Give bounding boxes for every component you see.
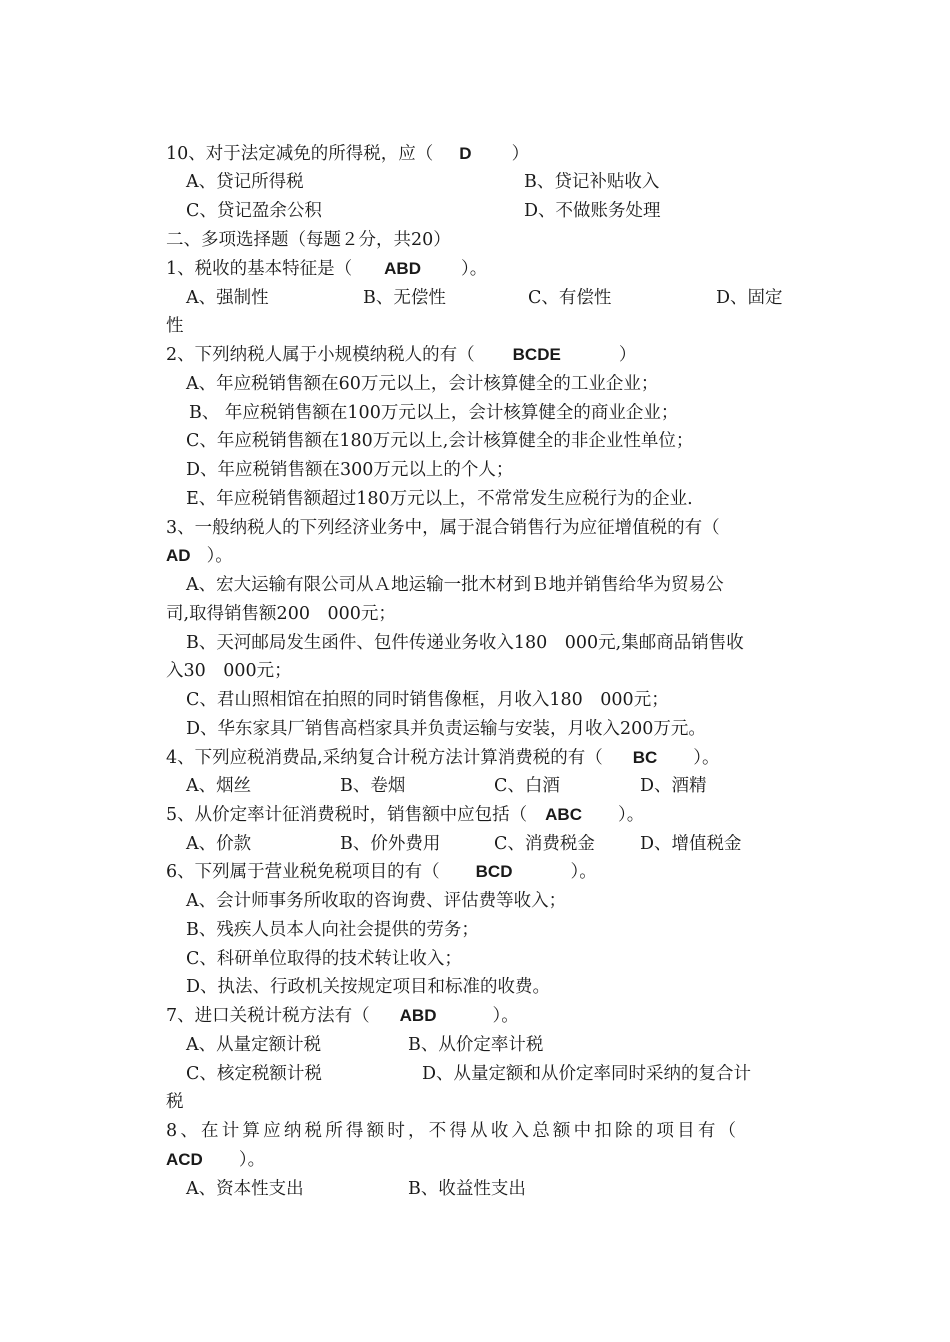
option: A、资本性支出 — [186, 1179, 304, 1199]
answer: ABC — [545, 805, 582, 824]
question-close: ）。 — [460, 259, 488, 279]
wrap-text: 性 — [166, 316, 184, 336]
option: C、年应税销售额在180万元以上,会计核算健全的非企业性单位； — [186, 431, 694, 451]
question-3-stem: 3、一般纳税人的下列经济业务中，属于混合销售行为应征增值税的有（ — [166, 518, 720, 538]
option: B、收益性支出 — [408, 1179, 526, 1199]
option: D、年应税销售额在300万元以上的个人； — [186, 460, 514, 480]
option: B、无偿性 — [363, 288, 446, 308]
question-stem: 5、从价定率计征消费税时，销售额中应包括（ — [166, 805, 528, 825]
question-8-stem: 8、在计算应纳税所得额时，不得从收入总额中扣除的项目有（ — [166, 1121, 740, 1141]
answer: BCD — [475, 862, 513, 881]
question-1 — [166, 255, 487, 283]
option: C、有偿性 — [528, 288, 612, 308]
question-7 — [166, 1002, 519, 1030]
option: A、年应税销售额在60万元以上，会计核算健全的工业企业； — [186, 374, 659, 394]
option: B、从价定率计税 — [408, 1035, 544, 1055]
option: D、固定 — [716, 288, 783, 308]
option: C、白酒 — [494, 776, 560, 796]
answer: BCDE — [512, 345, 561, 364]
question-stem: 7、进口关税计税方法有（ — [166, 1006, 370, 1026]
option-line: A、宏大运输有限公司从Ａ地运输一批木材到Ｂ地并销售给华为贸易公 — [186, 575, 724, 595]
option: B、 年应税销售额在100万元以上，会计核算健全的商业企业； — [189, 403, 679, 423]
question-stem: 2、下列纳税人属于小规模纳税人的有（ — [166, 345, 475, 365]
question-6 — [166, 858, 597, 886]
question-close: ）。 — [570, 862, 597, 882]
option-line: C、君山照相馆在拍照的同时销售像框，月收入180 000元； — [186, 690, 669, 710]
question-stem: 6、下列属于营业税免税项目的有（ — [166, 862, 440, 882]
option: D、增值税金 — [640, 834, 742, 854]
question-close: ）。 — [492, 1006, 519, 1026]
question-8-answer-line — [166, 1146, 265, 1174]
option: A、价款 — [186, 834, 252, 854]
option: C、核定税额计税 — [186, 1064, 322, 1084]
question-5 — [166, 801, 644, 829]
answer: ACD — [166, 1150, 203, 1169]
answer: ABD — [399, 1006, 437, 1025]
question-close: ） — [511, 144, 530, 164]
question-close: ）。 — [617, 805, 645, 825]
section-title: 二、多项选择题（每题２分，共20） — [166, 230, 451, 250]
option: D、不做账务处理 — [524, 201, 661, 221]
question-close: ）。 — [693, 748, 720, 768]
option: C、消费税金 — [494, 834, 595, 854]
option: A、会计师事务所收取的咨询费、评估费等收入； — [186, 891, 567, 911]
option-line: D、华东家具厂销售高档家具并负责运输与安装，月收入200万元。 — [186, 719, 706, 739]
option: A、烟丝 — [186, 776, 252, 796]
option-line: 入30 000元； — [166, 661, 292, 681]
question-4 — [166, 744, 720, 772]
option: B、卷烟 — [340, 776, 406, 796]
option: A、强制性 — [186, 288, 269, 308]
question-10 — [166, 140, 529, 168]
option: D、酒精 — [640, 776, 707, 796]
question-stem: 1、税收的基本特征是（ — [166, 259, 353, 279]
option-line: 司,取得销售额200 000元； — [166, 604, 396, 624]
question-close: ）。 — [238, 1150, 266, 1170]
option: B、残疾人员本人向社会提供的劳务； — [186, 920, 479, 940]
option: D、执法、行政机关按规定项目和标准的收费。 — [186, 977, 551, 997]
option: D、从量定额和从价定率同时采纳的复合计 — [422, 1064, 752, 1084]
option: C、贷记盈余公积 — [186, 201, 322, 221]
answer: D — [459, 144, 472, 163]
question-stem: 4、下列应税消费品,采纳复合计税方法计算消费税的有（ — [166, 748, 603, 768]
question-stem: 10、对于法定减免的所得税，应（ — [166, 144, 434, 164]
wrap-text: 税 — [166, 1092, 184, 1112]
option: B、贷记补贴收入 — [524, 172, 660, 192]
answer: ABD — [384, 259, 421, 278]
option: C、科研单位取得的技术转让收入； — [186, 949, 462, 969]
question-2 — [166, 341, 636, 369]
answer: AD — [166, 546, 191, 565]
question-close: ） — [618, 345, 637, 365]
option: E、年应税销售额超过180万元以上，不常常发生应税行为的企业. — [186, 489, 693, 509]
option: A、从量定额计税 — [186, 1035, 322, 1055]
option: B、价外费用 — [340, 834, 441, 854]
question-close: ）。 — [206, 546, 233, 566]
option: A、贷记所得税 — [186, 172, 304, 192]
option-line: B、天河邮局发生函件、包件传递业务收入180 000元,集邮商品销售收 — [186, 633, 744, 653]
question-3-answer-line — [166, 542, 233, 570]
answer: BC — [632, 748, 658, 767]
